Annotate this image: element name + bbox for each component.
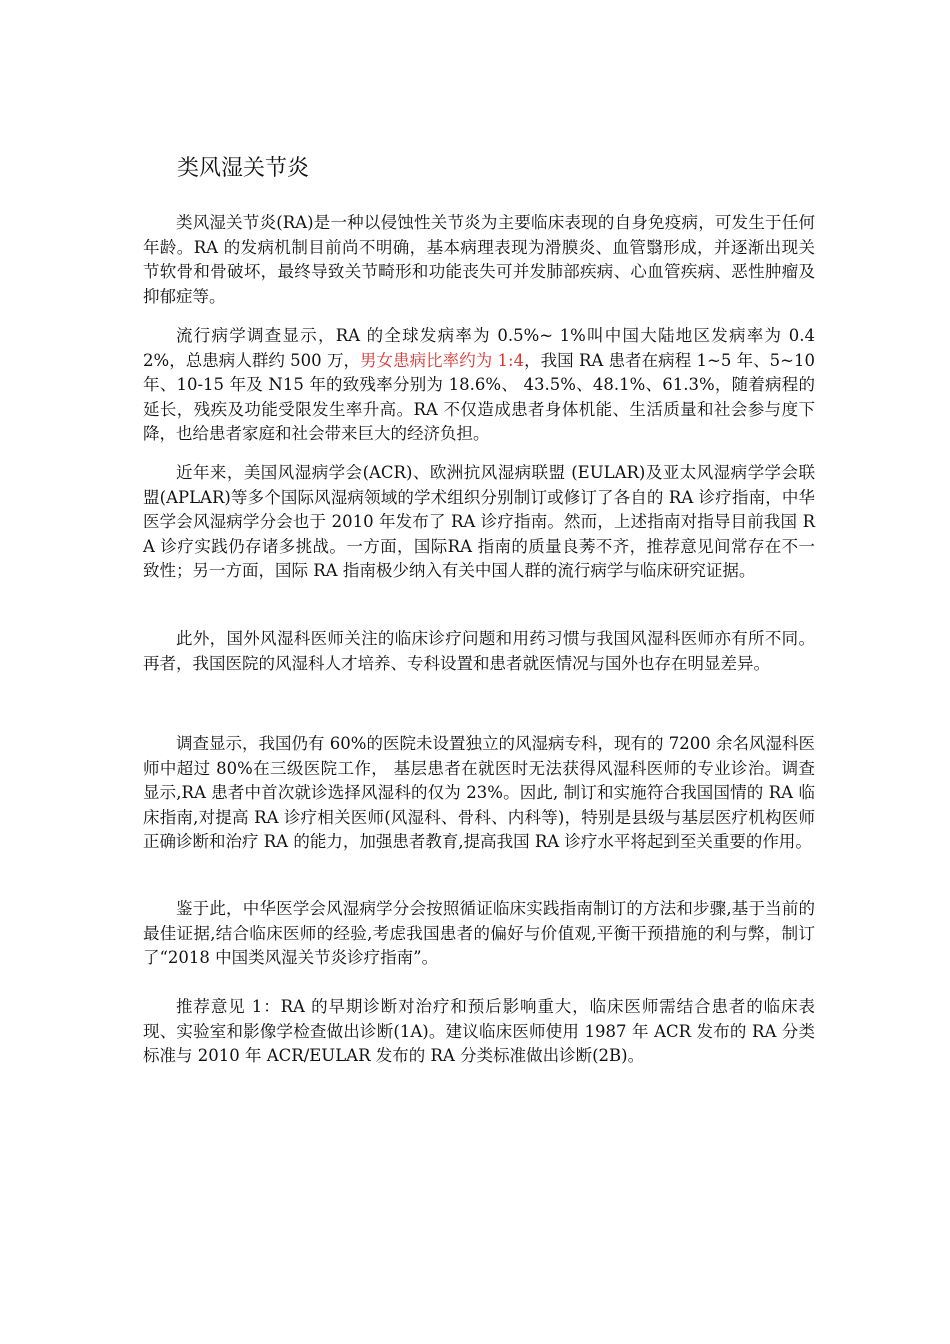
paragraph-recommendation-1: 推荐意见 1：RA 的早期诊断对治疗和预后影响重大，临床医师需结合患者的临床表现、实验室和影像学检查做出诊断(1A)。建议临床医师使用 1987 年 ACR 发布的 RA 分类标准与 2010 年 ACR/EULAR 发布的 RA 分类标准做出诊断(2B)。 [143, 997, 815, 1066]
paragraph-epidemiology [143, 324, 815, 447]
paragraph-guideline-development: 鉴于此，中华医学会风湿病学分会按照循证临床实践指南制订的方法和步骤,基于当前的最佳证据,结合临床医师的经验,考虑我国患者的偏好与价值观,平衡干预措施的利与弊，制订了“2018 中国类风湿关节炎诊疗指南”。 [143, 899, 815, 968]
paragraph-international-guidelines: 近年来，美国风湿病学会(ACR)、欧洲抗风湿病联盟 (EULAR)及亚太风湿病学学会联盟(APLAR)等多个国际风湿病领域的学术组织分别制订或修订了各自的 RA 诊疗指南，中华医学会风湿病学分会也于 2010 年发布了 RA 诊疗指南。然而，上述指南对指导目前我国 RA 诊疗实践仍存诸多挑战。一方面，国际RA 指南的质量良莠不齐，推荐意见间常存在不一致性；另一方面，国际 RA 指南极少纳入有关中国人群的流行病学与临床研究证据。 [143, 463, 815, 581]
paragraph-differences: 此外，国外风湿科医师关注的临床诊疗问题和用药习惯与我国风湿科医师亦有所不同。再者，我国医院的风湿科人才培养、专科设置和患者就医情况与国外也存在明显差异。 [143, 629, 815, 673]
paragraph-definition: 类风湿关节炎(RA)是一种以侵蚀性关节炎为主要临床表现的自身免疫病，可发生于任何年龄。RA 的发病机制目前尚不明确，基本病理表现为滑膜炎、血管翳形成，并逐渐出现关节软骨和骨破坏，最终导致关节畸形和功能丧失可并发肺部疾病、心血管疾病、恶性肿瘤及抑郁症等。 [143, 213, 815, 306]
highlighted-sex-ratio: 男女患病比率约为 1:4 [360, 350, 525, 370]
paragraph-epidemiology-before: 流行病学调查显示，RA 的全球发病率为 0.5%~ 1%叫中国大陆地区发病率为 0.42%，总患病人群约 500 万， [143, 326, 815, 370]
document-title: 类风湿关节炎 [177, 156, 310, 181]
paragraph-epidemiology-after: ，我国 RA 患者在病程 1~5 年、5~10 年、10-15 年及 N15 年的致残率分别为 18.6%、 43.5%、48.1%、61.3%，随着病程的延长，残疾及功能受限发生率升高。RA 不仅造成患者身体机能、生活质量和社会参与度下降，也给患者家庭和社会带来巨大的经济负担。 [143, 350, 815, 444]
paragraph-survey: 调查显示，我国仍有 60%的医院未设置独立的风湿病专科，现有的 7200 余名风湿科医师中超过 80%在三级医院工作， 基层患者在就医时无法获得风湿科医师的专业诊治。调查显示,RA 患者中首次就诊选择风湿科的仅为 23%。因此, 制订和实施符合我国国情的 RA 临床指南,对提高 RA 诊疗相关医师(风湿科、骨科、内科等)，特别是县级与基层医疗机构医师正确诊断和治疗 RA 的能力，加强患者教育,提高我国 RA 诊疗水平将起到至关重要的作用。 [143, 734, 815, 852]
